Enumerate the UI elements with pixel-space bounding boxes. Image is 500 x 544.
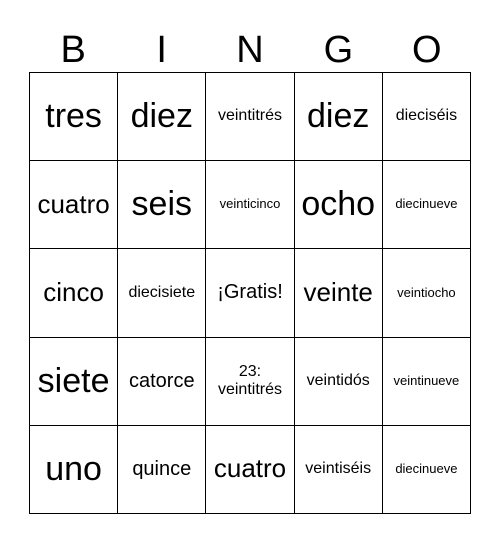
bingo-cell[interactable]: dieciséis — [383, 73, 471, 161]
header-letter-n: N — [236, 29, 264, 71]
bingo-cell[interactable]: veintiocho — [383, 249, 471, 337]
bingo-cell[interactable]: seis — [118, 161, 206, 249]
bingo-grid — [29, 72, 471, 514]
bingo-cell[interactable]: veintidós — [295, 338, 383, 426]
bingo-cell[interactable]: 23: veintitrés — [206, 338, 294, 426]
bingo-cell[interactable]: veinte — [295, 249, 383, 337]
bingo-cell[interactable]: uno — [30, 426, 118, 514]
bingo-cell[interactable]: ocho — [295, 161, 383, 249]
free-space-cell[interactable]: ¡Gratis! — [206, 249, 294, 337]
bingo-cell[interactable]: cuatro — [206, 426, 294, 514]
bingo-cell[interactable]: diez — [295, 73, 383, 161]
bingo-cell[interactable]: diecinueve — [383, 426, 471, 514]
bingo-cell[interactable]: veintitrés — [206, 73, 294, 161]
bingo-cell[interactable]: catorce — [118, 338, 206, 426]
bingo-cell[interactable]: siete — [30, 338, 118, 426]
bingo-cell[interactable]: cuatro — [30, 161, 118, 249]
bingo-cell[interactable]: veintiséis — [295, 426, 383, 514]
header-letter-b: B — [60, 29, 86, 71]
header-letter-g: G — [323, 29, 354, 71]
header-letter-o: O — [412, 29, 442, 71]
bingo-cell[interactable]: tres — [30, 73, 118, 161]
bingo-cell[interactable]: quince — [118, 426, 206, 514]
bingo-cell[interactable]: veintinueve — [383, 338, 471, 426]
header-letter-i: I — [156, 29, 167, 71]
bingo-cell[interactable]: diez — [118, 73, 206, 161]
bingo-cell[interactable]: cinco — [30, 249, 118, 337]
bingo-cell[interactable]: veinticinco — [206, 161, 294, 249]
bingo-cell[interactable]: diecisiete — [118, 249, 206, 337]
bingo-cell[interactable]: diecinueve — [383, 161, 471, 249]
bingo-header — [29, 28, 471, 72]
